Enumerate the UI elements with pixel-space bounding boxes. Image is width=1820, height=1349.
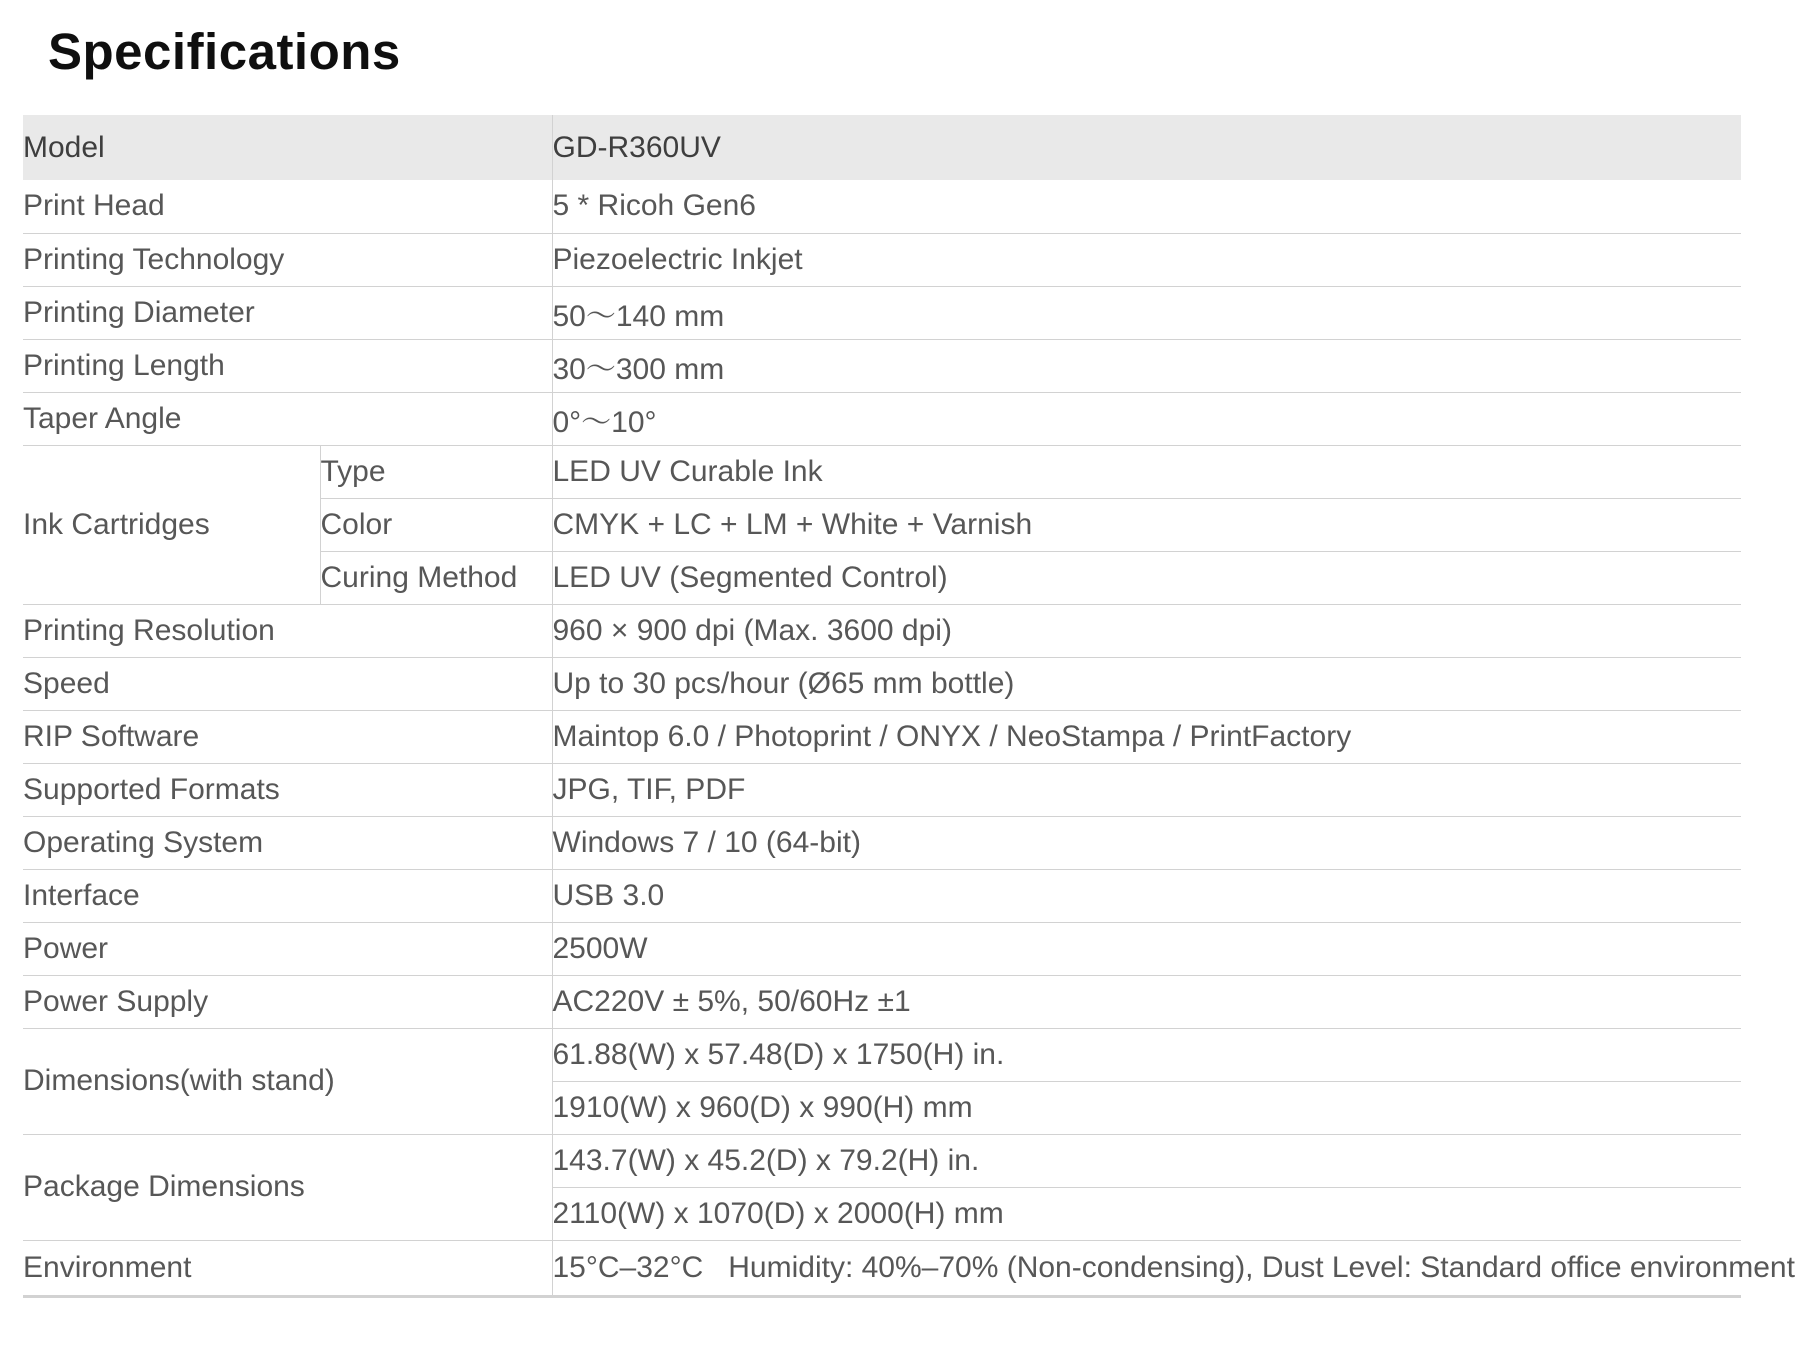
spec-label: RIP Software bbox=[23, 710, 552, 763]
spec-value: Up to 30 pcs/hour (Ø65 mm bottle) bbox=[552, 657, 1741, 710]
spec-label: Supported Formats bbox=[23, 763, 552, 816]
spec-label: Operating System bbox=[23, 816, 552, 869]
table-row-model bbox=[23, 115, 1741, 180]
spec-label: Taper Angle bbox=[23, 392, 552, 445]
spec-value: LED UV (Segmented Control) bbox=[552, 551, 1741, 604]
spec-value: 1910(W) x 960(D) x 990(H) mm bbox=[552, 1081, 1741, 1134]
spec-value: 2500W bbox=[552, 922, 1741, 975]
table-row bbox=[23, 657, 1741, 710]
spec-label: Print Head bbox=[23, 189, 165, 223]
table-row-ink-type bbox=[23, 445, 1741, 498]
spec-sub-label: Color bbox=[320, 498, 552, 551]
spec-value: 50～140 mm bbox=[552, 286, 1741, 339]
spec-value: 30～300 mm bbox=[552, 339, 1741, 392]
spec-value: 960 × 900 dpi (Max. 3600 dpi) bbox=[552, 604, 1741, 657]
spec-value: 2110(W) x 1070(D) x 2000(H) mm bbox=[552, 1187, 1741, 1240]
spec-label: Printing Length bbox=[23, 339, 552, 392]
spec-value: USB 3.0 bbox=[552, 869, 1741, 922]
spec-label: Environment bbox=[23, 1240, 552, 1296]
table-row-package-in bbox=[23, 1134, 1741, 1187]
spec-label: Printing Technology bbox=[23, 233, 552, 286]
table-row-dimensions-in bbox=[23, 1028, 1741, 1081]
spec-value: GD-R360UV bbox=[552, 115, 1741, 180]
spec-value: Windows 7 / 10 (64-bit) bbox=[552, 816, 1741, 869]
spec-value: 5 * Ricoh Gen6 bbox=[552, 180, 1741, 233]
spec-label: Power Supply bbox=[23, 975, 552, 1028]
spec-sub-label: Curing Method bbox=[320, 551, 552, 604]
spec-label: Speed bbox=[23, 657, 552, 710]
table-row bbox=[23, 710, 1741, 763]
spec-label: Power bbox=[23, 922, 552, 975]
spec-label: Printing Diameter bbox=[23, 286, 552, 339]
spec-group-label: Ink Cartridges bbox=[23, 445, 320, 604]
spec-value: 61.88(W) x 57.48(D) x 1750(H) in. bbox=[552, 1028, 1741, 1081]
table-row bbox=[23, 233, 1741, 286]
table-row bbox=[23, 180, 1741, 233]
table-row bbox=[23, 922, 1741, 975]
table-row bbox=[23, 286, 1741, 339]
spec-value: 15°C–32°C Humidity: 40%–70% (Non-condensing), Dust Level: Standard office environment bbox=[552, 1240, 1741, 1296]
spec-value: 0°～10° bbox=[552, 392, 1741, 445]
table-row bbox=[23, 869, 1741, 922]
table-row bbox=[23, 816, 1741, 869]
table-row bbox=[23, 975, 1741, 1028]
page-title: Specifications bbox=[48, 23, 401, 80]
spec-value: 143.7(W) x 45.2(D) x 79.2(H) in. bbox=[552, 1134, 1741, 1187]
spec-group-label: Package Dimensions bbox=[23, 1134, 552, 1240]
spec-group-label: Dimensions(with stand) bbox=[23, 1028, 552, 1134]
spec-label: Printing Resolution bbox=[23, 604, 552, 657]
spec-value: AC220V ± 5%, 50/60Hz ±1 bbox=[552, 975, 1741, 1028]
table-row bbox=[23, 339, 1741, 392]
spec-sub-label: Type bbox=[320, 445, 552, 498]
spec-value: JPG, TIF, PDF bbox=[552, 763, 1741, 816]
spec-value: LED UV Curable Ink bbox=[552, 445, 1741, 498]
table-row-environment bbox=[23, 1240, 1741, 1296]
spec-value: CMYK + LC + LM + White + Varnish bbox=[552, 498, 1741, 551]
spec-label: Interface bbox=[23, 869, 552, 922]
specifications-table bbox=[23, 115, 1795, 1298]
table-row bbox=[23, 763, 1741, 816]
table-row bbox=[23, 604, 1741, 657]
spec-label: Model bbox=[23, 115, 552, 180]
spec-value: Piezoelectric Inkjet bbox=[552, 233, 1741, 286]
table-row bbox=[23, 392, 1741, 445]
spec-value: Maintop 6.0 / Photoprint / ONYX / NeoStampa / PrintFactory bbox=[552, 710, 1741, 763]
